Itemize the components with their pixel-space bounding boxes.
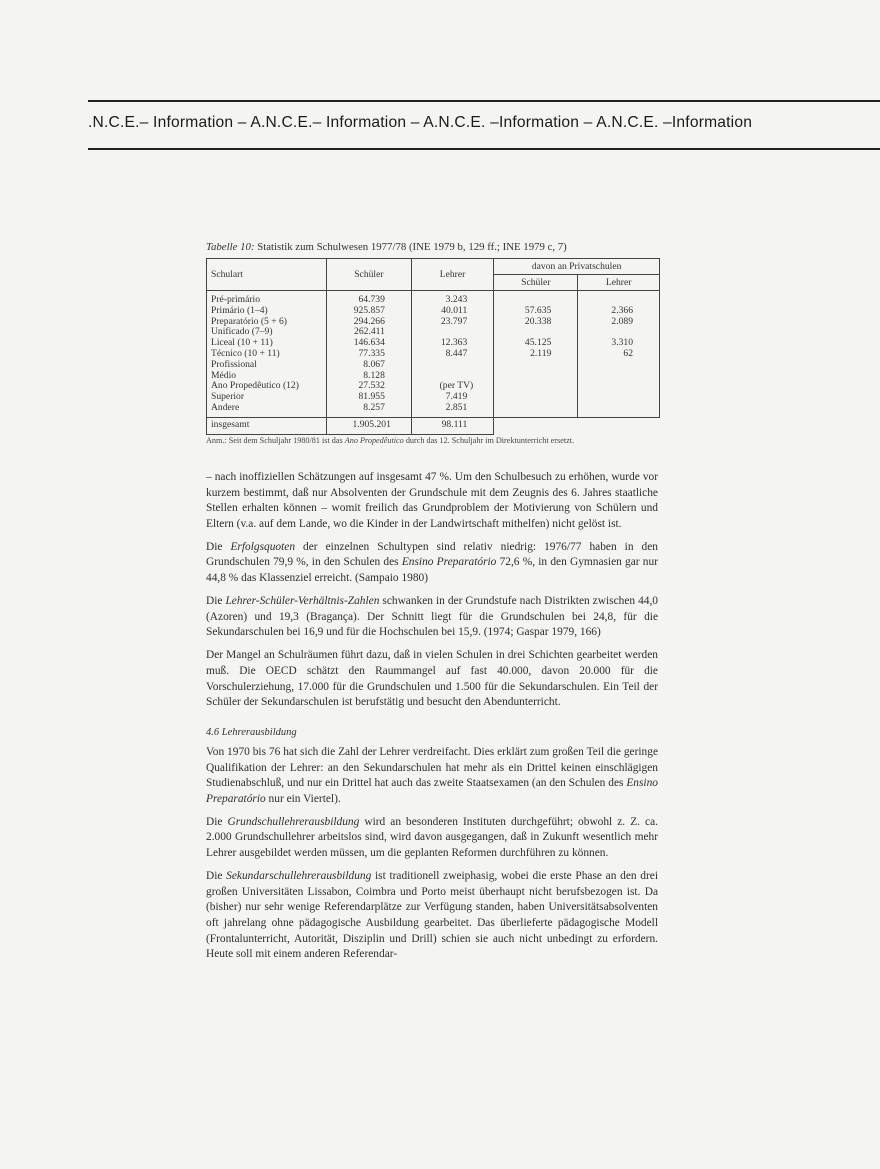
cell-privat-schueler: 45.125: [494, 338, 578, 349]
note-italic: Ano Propedêutico: [344, 436, 404, 445]
section-heading: 4.6 Lehrerausbildung: [206, 727, 297, 738]
header-privat-schueler: Schüler: [494, 275, 578, 291]
cell-lehrer: 12.363: [411, 338, 493, 349]
cell-schueler: 81.955: [326, 392, 411, 403]
cell-privat-lehrer: 2.089: [578, 317, 660, 328]
text-italic: Ensino Preparatório: [401, 556, 497, 569]
text: schwanken in der Grundstufe nach Distrikten zwischen 44,0 (Azoren) und 19,3 (Bragança). Der Schnitt liegt für die Grundschulen bei 24,8, für die Sekundarschulen bei 16,9 und für die Hochschulen bei 15,9. (1974; Gaspar 1979, 166): [206, 595, 658, 639]
cell-privat-lehrer: 3.310: [578, 338, 660, 349]
text: der einzelnen Schultypen sind relativ niedrig: 1976/77 haben in den Grundschulen 79,9 %, in den Schulen des: [206, 540, 658, 569]
cell-lehrer: [411, 360, 493, 371]
text: ist traditionell zweiphasig, wobei die erste Phase an den drei großen Universitäten Lissabon, Coimbra und Porto meist überhaupt nicht berufsbezogen ist. Da (bisher) nur sehr wenige Referendarplätze zur Verfügung standen, haben Universitätsabsolventen oft jahrelang ohne pädagogische Ausbildung gearbeitet. Das überlieferte pädagogische Modell (Frontalunterricht, Autorität, Disziplin und Drill) schien sie auch nicht unbedingt zu erfordern. Heute soll mit einem anderen Referendar-: [206, 870, 659, 961]
table-row: [207, 349, 660, 360]
cell-privat-schueler: 57.635: [494, 306, 578, 317]
cell-schulart: Liceal (10 + 11): [207, 338, 327, 349]
cell-schulart: Ano Propedêutico (12): [207, 381, 327, 392]
header-privatschulen: davon an Privatschulen: [494, 259, 660, 275]
cell-privat-lehrer: 2.366: [578, 306, 660, 317]
paragraph-verhaeltnis: [206, 594, 658, 641]
text: Die: [206, 815, 228, 828]
text: Von 1970 bis 76 hat sich die Zahl der Lehrer verdreifacht. Dies erklärt zum großen Teil die geringe Qualifikation der Lehrer: an den Sekundarschulen hat mehr als ein Drittel keinen einschlägigen Studienabschluß, und nur ein Drittel hat auch das zweite Staatsexamen (an den Schulen des: [206, 746, 658, 790]
caption-text: Statistik zum Schulwesen 1977/78 (INE 1979 b, 129 ff.; INE 1979 c, 7): [254, 241, 567, 253]
cell-schueler: 77.335: [326, 349, 411, 360]
cell-privat-lehrer: [578, 403, 660, 417]
body-text-lower: [206, 745, 658, 970]
cell-schueler: 294.266: [326, 317, 411, 328]
note-suffix: durch das 12. Schuljahr im Direktunterricht ersetzt.: [403, 436, 575, 445]
text-italic: Erfolgsquoten: [230, 540, 296, 553]
paragraph-grundschullehrer: [206, 815, 658, 862]
cell-schueler: 8.128: [326, 371, 411, 382]
header-schueler: Schüler: [326, 259, 411, 291]
cell-schulart: Profissional: [207, 360, 327, 371]
cell-schueler: 262.411: [326, 327, 411, 338]
table-row: [207, 291, 660, 306]
header-schulart: Schulart: [207, 259, 327, 291]
school-statistics-table: [206, 258, 660, 435]
cell-privat-lehrer: [578, 371, 660, 382]
table-row: [207, 403, 660, 417]
cell-privat-schueler: [494, 371, 578, 382]
paragraph-sekundarlehrer: [206, 869, 658, 963]
cell-privat-schueler: [494, 291, 578, 306]
cell-privat-schueler: [494, 403, 578, 417]
text: Die: [206, 595, 226, 608]
text-italic: Sekundarschullehrerausbildung: [226, 870, 372, 883]
cell-schueler: 64.739: [326, 291, 411, 306]
table-note: [206, 436, 660, 447]
cell-schulart: Médio: [207, 371, 327, 382]
cell-schulart: Preparatório (5 + 6): [207, 317, 327, 328]
table-row: [207, 306, 660, 317]
cell-privat-schueler: [494, 360, 578, 371]
table-row: [207, 317, 660, 328]
cell-lehrer: 7.419: [411, 392, 493, 403]
table-row: [207, 360, 660, 371]
cell-total-schueler: 1.905.201: [326, 417, 411, 434]
cell-privat-lehrer: [578, 392, 660, 403]
text-italic: Lehrer-Schüler-Verhältnis-Zahlen: [225, 595, 380, 608]
cell-privat-schueler: [494, 392, 578, 403]
caption-label: Tabelle 10:: [206, 241, 255, 253]
text: Die: [206, 540, 231, 553]
cell-privat-lehrer: 62: [578, 349, 660, 360]
cell-privat-schueler: 2.119: [494, 349, 578, 360]
table-caption: [206, 241, 567, 253]
cell-total-label: insgesamt: [207, 417, 327, 434]
paragraph-schulraeume: Der Mangel an Schulräumen führt dazu, daß in vielen Schulen in drei Schichten gearbeitet werden muß. Die OECD schätzt den Raummangel auf fast 40.000, davon 20.000 für die Vorschulerziehung, 17.000 für die Grundschulen und 1.500 für die Sekundarschulen. Ein Teil der Schüler der Sekundarschulen ist berufstätig und besucht den Abendunterricht.: [206, 649, 658, 709]
cell-lehrer: (per TV): [411, 381, 493, 392]
banner-bottom-rule: [88, 148, 880, 150]
text: nur ein Viertel).: [265, 792, 341, 805]
cell-schueler: 8.067: [326, 360, 411, 371]
text: Die: [206, 870, 227, 883]
table-total-row: [207, 417, 660, 434]
table-row: [207, 392, 660, 403]
cell-schueler: 146.634: [326, 338, 411, 349]
cell-privat-lehrer: [578, 360, 660, 371]
header-privat-lehrer: Lehrer: [578, 275, 660, 291]
cell-schueler: 27.532: [326, 381, 411, 392]
cell-lehrer: 8.447: [411, 349, 493, 360]
banner-top-rule: [88, 100, 880, 102]
cell-lehrer: 23.797: [411, 317, 493, 328]
cell-privat-schueler: 20.338: [494, 317, 578, 328]
cell-schulart: Unificado (7–9): [207, 327, 327, 338]
paragraph-schulbesuch: – nach inoffiziellen Schätzungen auf insgesamt 47 %. Um den Schulbesuch zu erhöhen, wurde vor kurzem bestimmt, daß nur Absolventen der Grundschule mit dem Zeugnis des 6. Jahres staatliche Stellen erhalten können – womit freilich das Grundproblem der Motivierung von Schülern und Eltern (v.a. auf dem Lande, wo die Kinder in der Landwirtschaft mithelfen) nicht gelöst ist.: [206, 471, 658, 530]
cell-lehrer: 2.851: [411, 403, 493, 417]
newsletter-banner: .N.C.E.– Information – A.N.C.E.– Information – A.N.C.E. –Information – A.N.C.E. –Information: [88, 114, 753, 131]
body-text-upper: [206, 470, 658, 718]
table-row: [207, 327, 660, 338]
text: 72,6 %, in den Gymnasien gar nur 44,8 % das Klassenziel erreicht. (Sampaio 1980): [206, 556, 658, 585]
cell-schulart: Superior: [207, 392, 327, 403]
cell-lehrer: 40.011: [411, 306, 493, 317]
header-lehrer: Lehrer: [411, 259, 493, 291]
table-row: [207, 381, 660, 392]
cell-schueler: 8.257: [326, 403, 411, 417]
cell-privat-lehrer: [578, 381, 660, 392]
paragraph-lehrerzahl: [206, 745, 658, 807]
cell-schulart: Andere: [207, 403, 327, 417]
cell-lehrer: 3.243: [411, 291, 493, 306]
text-italic: Ensino Preparatório: [206, 777, 658, 805]
cell-total-lehrer: 98.111: [411, 417, 493, 434]
paragraph-erfolgsquoten: [206, 540, 658, 587]
text-italic: Grundschullehrerausbildung: [227, 815, 360, 828]
cell-schueler: 925.857: [326, 306, 411, 317]
cell-privat-schueler: [494, 381, 578, 392]
note-prefix: Anm.: Seit dem Schuljahr 1980/81 ist das: [206, 436, 345, 445]
text: wird an besonderen Instituten durchgeführt; obwohl z. Z. ca. 2.000 Grundschullehrer arbeitslos sind, wird davon ausgegangen, daß in Zukunft wesentlich mehr Lehrer ausgebildet werden müssen, um die geplanten Reformen durchführen zu können.: [206, 815, 658, 860]
cell-schulart: Técnico (10 + 11): [207, 349, 327, 360]
cell-schulart: Pré-primário: [207, 291, 327, 306]
cell-schulart: Primário (1–4): [207, 306, 327, 317]
cell-privat-lehrer: [578, 291, 660, 306]
